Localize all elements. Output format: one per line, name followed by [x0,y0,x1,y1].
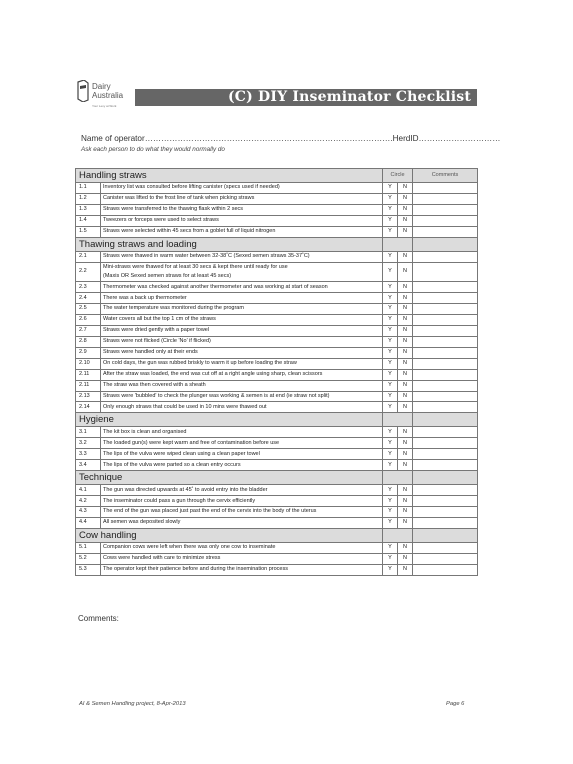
item-text-line: Mini-straws were thawed for at least 30 secs & kept there until ready for use [103,263,288,270]
item-text [101,293,383,304]
item-number: 2.3 [76,282,101,293]
item-number: 2.14 [76,402,101,413]
item-text-line: The end of the gun was placed just past the end of the cervix into the body of the uterus [103,508,317,515]
section-title: Handling straws [76,169,383,183]
checklist-row [76,226,478,237]
item-text [101,449,383,460]
no-option[interactable]: N [398,460,413,471]
item-text [101,391,383,402]
dairy-australia-logo [77,80,137,116]
item-text [101,542,383,553]
item-text [101,402,383,413]
logo-tagline: Your Levy at Work [92,104,117,108]
item-text [101,251,383,262]
no-option[interactable]: N [398,369,413,380]
no-option[interactable]: N [398,304,413,315]
comments-cell[interactable] [413,427,478,438]
comments-header-blank [413,471,478,485]
item-number: 5.1 [76,542,101,553]
checklist-row [76,496,478,507]
checklist-row [76,262,478,282]
item-text-line: Straws were dried gently with a paper towel [103,327,210,334]
checklist-row [76,325,478,336]
checklist-row [76,380,478,391]
item-text-line: Straws were not flicked (Circle 'No' if flicked) [103,338,211,345]
comments-cell[interactable] [413,251,478,262]
yes-option[interactable]: Y [383,282,398,293]
item-number: 2.5 [76,304,101,315]
item-text-line: Only enough straws that could be used in 10 mins were thawed out [103,403,267,410]
no-option[interactable]: N [398,226,413,237]
no-option[interactable]: N [398,380,413,391]
comments-cell[interactable] [413,262,478,282]
item-text-line: The lips of the vulva were wiped clean using a clean paper towel [103,450,260,457]
section-header [76,528,478,542]
no-option[interactable]: N [398,204,413,215]
cow-tag-icon [77,80,89,102]
checklist-row [76,347,478,358]
checklist-row [76,304,478,315]
yes-option[interactable]: Y [383,438,398,449]
no-option[interactable]: N [398,402,413,413]
item-text [101,314,383,325]
no-option[interactable]: N [398,449,413,460]
section-header [76,413,478,427]
checklist-row [76,402,478,413]
no-option[interactable]: N [398,507,413,518]
comments-cell[interactable] [413,193,478,204]
yes-option[interactable]: Y [383,553,398,564]
yes-option[interactable]: Y [383,485,398,496]
operator-line: Name of operator……………………………………………………………………………….HerdID………………………… [81,134,501,143]
circle-header-blank [383,413,413,427]
comments-header: Comments [413,169,478,183]
item-text-line: Straws were handled only at their ends [103,349,198,356]
item-text-line: Companion cows were left when there was only one cow to inseminate [103,544,276,551]
item-number: 5.3 [76,564,101,575]
item-number: 4.4 [76,517,101,528]
item-text-line-2: (Maxis OR Sexed semen straws for at least 45 secs) [103,272,232,279]
comments-cell[interactable] [413,391,478,402]
checklist-row [76,438,478,449]
item-text [101,438,383,449]
section-title: Hygiene [76,413,383,427]
comments-cell[interactable] [413,204,478,215]
no-option[interactable]: N [398,358,413,369]
no-option[interactable]: N [398,391,413,402]
item-text [101,262,383,282]
yes-option[interactable]: Y [383,314,398,325]
item-text-line: The straw was then covered with a sheath [103,382,206,389]
circle-header-blank [383,528,413,542]
item-number: 1.1 [76,183,101,194]
no-option[interactable]: N [398,542,413,553]
section-header [76,471,478,485]
comments-cell[interactable] [413,485,478,496]
checklist-row [76,314,478,325]
item-text-line: Thermometer was checked against another thermometer and was working at start of season [103,283,328,290]
item-text-line: The water temperature was monitored during the program [103,305,244,312]
checklist-row [76,460,478,471]
yes-option[interactable]: Y [383,226,398,237]
checklist-row [76,542,478,553]
yes-option[interactable]: Y [383,183,398,194]
footer-project: AI & Semen Handling project, 8-Apr-2013 [79,701,186,707]
no-option[interactable]: N [398,314,413,325]
item-text-line: The inseminator could pass a gun through the cervix efficiently [103,497,256,504]
yes-option[interactable]: Y [383,402,398,413]
checklist-row [76,553,478,564]
checklist-row [76,485,478,496]
logo-text [92,82,123,100]
item-number: 1.4 [76,215,101,226]
yes-option[interactable]: Y [383,215,398,226]
yes-option[interactable]: Y [383,507,398,518]
item-text [101,517,383,528]
yes-option[interactable]: Y [383,380,398,391]
no-option[interactable]: N [398,293,413,304]
item-number: 4.1 [76,485,101,496]
item-number: 2.11 [76,380,101,391]
page-number: Page 6 [446,701,465,707]
yes-option[interactable]: Y [383,496,398,507]
logo-line-2: Australia [92,91,124,100]
item-number: 4.2 [76,496,101,507]
item-text [101,496,383,507]
item-number: 2.13 [76,391,101,402]
item-text [101,226,383,237]
no-option[interactable]: N [398,215,413,226]
item-number: 1.3 [76,204,101,215]
no-option[interactable]: N [398,553,413,564]
comments-cell[interactable] [413,304,478,315]
circle-header: Circle [383,169,413,183]
comments-cell[interactable] [413,336,478,347]
item-text [101,204,383,215]
item-number: 2.7 [76,325,101,336]
no-option[interactable]: N [398,347,413,358]
yes-option[interactable]: Y [383,304,398,315]
comments-header-blank [413,413,478,427]
item-text-line: The operator kept their patience before and during the insemination process [103,566,288,573]
yes-option[interactable]: Y [383,193,398,204]
item-text-line: Straws were selected within 45 secs from a goblet full of liquid nitrogen [103,228,276,235]
item-text-line: Straws were 'bubbled' to check the plunger was working & semen is at end (ie straw not split) [103,392,330,399]
item-number: 3.4 [76,460,101,471]
item-text-line: Cows were handled with care to minimize stress [103,555,221,562]
instruction-text: Ask each person to do what they would normally do [81,146,225,153]
checklist-row [76,517,478,528]
item-number: 5.2 [76,553,101,564]
item-text-line: The lips of the vulva were parted so a clean entry occurs [103,461,241,468]
no-option[interactable]: N [398,485,413,496]
comments-cell[interactable] [413,358,478,369]
item-number: 2.9 [76,347,101,358]
comments-cell[interactable] [413,542,478,553]
checklist-row [76,282,478,293]
no-option[interactable]: N [398,496,413,507]
comments-cell[interactable] [413,517,478,528]
comments-cell[interactable] [413,507,478,518]
item-text-line: All semen was deposited slowly [103,519,181,526]
comments-label: Comments: [78,614,119,623]
checklist-row [76,193,478,204]
yes-option[interactable]: Y [383,517,398,528]
no-option[interactable]: N [398,183,413,194]
comments-cell[interactable] [413,369,478,380]
item-text-line: Tweezers or forceps were used to select straws [103,217,219,224]
comments-cell[interactable] [413,183,478,194]
item-text [101,485,383,496]
item-text-line: There was a back up thermometer [103,294,187,301]
page-title: (C) DIY Inseminator Checklist [135,89,477,106]
circle-header-blank [383,237,413,251]
item-number: 2.6 [76,314,101,325]
checklist-row [76,358,478,369]
yes-option[interactable]: Y [383,262,398,282]
yes-option[interactable]: Y [383,293,398,304]
item-number: 1.2 [76,193,101,204]
item-text [101,183,383,194]
comments-cell[interactable] [413,402,478,413]
item-number: 2.4 [76,293,101,304]
comments-cell[interactable] [413,564,478,575]
comments-cell[interactable] [413,215,478,226]
yes-option[interactable]: Y [383,358,398,369]
no-option[interactable]: N [398,517,413,528]
item-number: 2.1 [76,251,101,262]
checklist-row [76,564,478,575]
section-title: Thawing straws and loading [76,237,383,251]
item-text-line: Canister was lifted to the frost line of tank when picking straws [103,195,255,202]
no-option[interactable]: N [398,262,413,282]
item-number: 2.8 [76,336,101,347]
item-text [101,347,383,358]
comments-header-blank [413,237,478,251]
yes-option[interactable]: Y [383,449,398,460]
item-text-line: Straws were thawed in warm water between 32-38˚C (Sexed semen straws 35-37˚C) [103,253,310,260]
comments-cell[interactable] [413,496,478,507]
checklist-row [76,391,478,402]
comments-cell[interactable] [413,226,478,237]
comments-cell[interactable] [413,314,478,325]
item-number: 4.3 [76,507,101,518]
yes-option[interactable]: Y [383,204,398,215]
item-text-line: On cold days, the gun was rubbed briskly to warm it up before loading the straw [103,360,297,367]
checklist-row [76,251,478,262]
yes-option[interactable]: Y [383,427,398,438]
item-number: 2.11 [76,369,101,380]
logo-line-1: Dairy [92,82,111,91]
comments-cell[interactable] [413,438,478,449]
checklist-row [76,336,478,347]
comments-cell[interactable] [413,460,478,471]
item-text [101,304,383,315]
section-header [76,169,478,183]
comments-cell[interactable] [413,449,478,460]
checklist-row [76,204,478,215]
item-number: 2.2 [76,262,101,282]
no-option[interactable]: N [398,282,413,293]
checklist-row [76,369,478,380]
comments-header-blank [413,528,478,542]
no-option[interactable]: N [398,251,413,262]
item-text [101,336,383,347]
item-text [101,358,383,369]
yes-option[interactable]: Y [383,460,398,471]
item-text [101,369,383,380]
item-number: 1.5 [76,226,101,237]
item-text-line: Straws were transferred to the thawing flask within 2 secs [103,206,244,213]
comments-cell[interactable] [413,380,478,391]
item-text [101,380,383,391]
yes-option[interactable]: Y [383,325,398,336]
yes-option[interactable]: Y [383,251,398,262]
comments-cell[interactable] [413,325,478,336]
item-number: 3.2 [76,438,101,449]
item-text-line: The loaded gun(s) were kept warm and free of contamination before use [103,439,280,446]
item-number: 3.1 [76,427,101,438]
checklist-table [75,168,478,576]
yes-option[interactable]: Y [383,564,398,575]
item-text-line: Water covers all but the top 1 cm of the straws [103,316,216,323]
comments-cell[interactable] [413,347,478,358]
item-text-line: Inventory list was consulted before lifting canister (specs used if needed) [103,184,280,191]
yes-option[interactable]: Y [383,542,398,553]
item-text-line: After the straw was loaded, the end was cut off at a right angle using sharp, clean scissors [103,371,323,378]
checklist-row [76,507,478,518]
item-text [101,564,383,575]
checklist-row [76,215,478,226]
checklist-row [76,183,478,194]
item-number: 2.10 [76,358,101,369]
item-text [101,427,383,438]
item-text [101,325,383,336]
no-option[interactable]: N [398,427,413,438]
checklist-row [76,293,478,304]
comments-cell[interactable] [413,553,478,564]
yes-option[interactable]: Y [383,336,398,347]
no-option[interactable]: N [398,336,413,347]
item-text [101,282,383,293]
no-option[interactable]: N [398,564,413,575]
item-text [101,460,383,471]
item-text [101,553,383,564]
no-option[interactable]: N [398,325,413,336]
section-title: Technique [76,471,383,485]
section-title: Cow handling [76,528,383,542]
item-text [101,193,383,204]
section-header [76,237,478,251]
yes-option[interactable]: Y [383,391,398,402]
checklist-row [76,427,478,438]
item-text-line: The kit box is clean and organised [103,428,187,435]
checklist-row [76,449,478,460]
circle-header-blank [383,471,413,485]
no-option[interactable]: N [398,438,413,449]
item-text [101,215,383,226]
comments-cell[interactable] [413,293,478,304]
yes-option[interactable]: Y [383,369,398,380]
item-text-line: The gun was directed upwards at 45˚ to avoid entry into the bladder [103,486,268,493]
item-number: 3.3 [76,449,101,460]
comments-cell[interactable] [413,282,478,293]
no-option[interactable]: N [398,193,413,204]
yes-option[interactable]: Y [383,347,398,358]
item-text [101,507,383,518]
